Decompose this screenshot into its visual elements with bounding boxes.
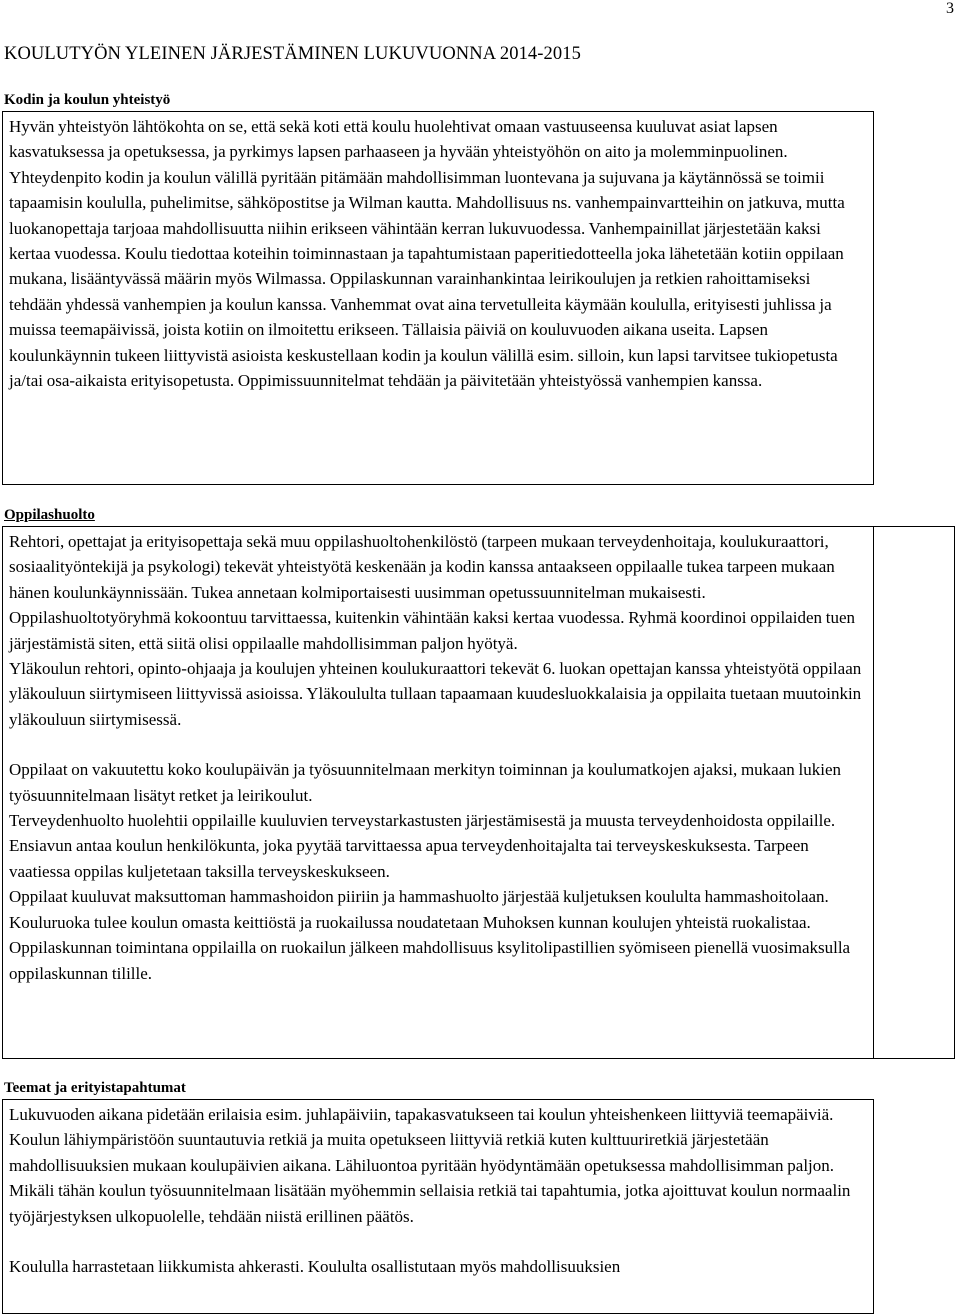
paragraph: Rehtori, opettajat ja erityisopettaja sekä muu oppilashuoltohenkilöstö (tarpeen mukaan terveydenhoitaja, koulukuraattori, sosiaalityöntekijä ja psykologi) tekevät yhteistyötä keskenään ja kodin kanssa antaakseen oppilaalle tukea tarpeen mukaan hänen koulunkäynnissään. Tukea annetaan kolmiportaisesti uusimman opetussuunnitelman mukaisesti. Oppilashuoltotyöryhmä kokoontuu tarvittaessa, kuitenkin vähintään kaksi kertaa vuodessa. Ryhmä koordinoi oppilaiden tuen järjestämistä siten, että siitä olisi oppilaalle mahdollisimman paljon hyötyä.: [9, 532, 856, 653]
paragraph-spacer: [9, 732, 865, 757]
paragraph: Lukuvuoden aikana pidetään erilaisia esim. juhlapäiviin, tapakasvatukseen tai koulun yhteishenkeen liittyviä teemapäiviä. Koulun lähiympäristöön suuntautuvia retkiä ja muita opetukseen liittyviä retkiä kuten kulttuuriretkiä järjestetään mahdollisuuksien mukaan koulupäivien aikana. Lähiluontoa pyritään hyödyntämään opetuksessa mahdollisimman paljon. Mikäli tähän koulun työsuunnitelmaan lisätään myöhemmin sellaisia retkiä tai tapahtumia, jotka ajoittuvat koulun normaalin työjärjestyksen ulkopuolelle, tehdään niistä erillinen päätös.: [9, 1105, 851, 1226]
section-box-oppilashuolto: [2, 526, 874, 1059]
paragraph-spacer: [9, 1229, 865, 1254]
paragraph: Hyvän yhteistyön lähtökohta on se, että sekä koti että koulu huolehtivat omaan vastuuseensa kuuluvat asiat lapsen kasvatuksessa ja opetuksessa, ja pyrkimys lapsen parhaaseen ja hyvään yhteistyöhön on aito ja molemminpuolinen. Yhteydenpito kodin ja koulun välillä pyritään pitämään mahdollisimman luontevana ja sujuvana ja käytännössä se toimii tapaamisin koululla, puhelimitse, sähköpostitse ja Wilman kautta. Mahdollisuus ns. vanhempainvartteihin on jatkuva, mutta luokanopettaja tarjoaa mahdollisuutta niihin erikseen vähintään kerran lukuvuodessa. Vanhempainillat järjestetään kaksi kertaa vuodessa. Koulu tiedottaa koteihin toiminnastaan ja tapahtumistaan paperitiedotteella joka lähetetään kotiin oppilaan mukana, lisääntyvässä määrin myös Wilmassa. Oppilaskunnan varainhankintaa leirikoulujen ja retkien rahoittamiseksi tehdään yhdessä vanhempien ja koulun kanssa. Vanhemmat ovat aina tervetulleita käymään koululla, erityisesti juhlissa ja muissa teemapäivissä, joista kotiin on ilmoitettu erikseen. Tällaisia päiviä on kouluvuoden aikana useita. Lapsen koulunkäynnin tukeen liittyvistä asioista keskustellaan kodin ja koulun välillä esim. silloin, kun lapsi tarvitsee tukiopetusta ja/tai osa-aikaista erityisopetusta. Oppimissuunnitelmat tehdään ja päivitetään yhteistyössä vanhempien kanssa.: [9, 117, 845, 391]
paragraph: Koululla harrastetaan liikkumista ahkerasti. Koululta osallistutaan myös mahdollisuuksien: [9, 1257, 621, 1277]
paragraph: Oppilaat kuuluvat maksuttoman hammashoidon piiriin ja hammashuolto järjestää kuljetuksen koululta hammashoitolaan.: [9, 887, 829, 907]
section-box-kodin-ja-koulun-yhteistyo: [2, 111, 874, 485]
margin-column: [873, 526, 955, 1059]
paragraph: Yläkoulun rehtori, opinto-ohjaaja ja koulujen yhteinen koulukuraattori tekevät 6. luokan opettajan kanssa yhteistyötä oppilaan yläkouluun siirtymiseen liittyvissä asioissa. Yläkoululta tullaan tapaamaan kuudesluokkalaisia ja oppilaita tuetaan muutoinkin yläkouluun siirtymisessä.: [9, 659, 862, 729]
paragraph: Kouluruoka tulee koulun omasta keittiöstä ja ruokailussa noudatetaan Muhoksen kunnan koulujen yhteistä ruokalistaa. Oppilaskunnan toimintana oppilailla on ruokailun jälkeen mahdollisuus ksylitolipastillien syömiseen pienellä vuosimaksulla oppilaskunnan tilille.: [9, 912, 851, 983]
paragraph: Terveydenhuolto huolehtii oppilaille kuuluvien terveystarkastusten järjestämisestä ja muusta terveydenhoidosta oppilaille. Ensiavun antaa koulun henkilökunta, joka pyytää tarvittaessa apua terveydenhoitajalta tai terveyskeskuksesta. Tarpeen vaatiessa oppilas kuljetetaan taksilla terveyskeskukseen.: [9, 811, 836, 881]
section-heading-oppilashuolto: Oppilashuolto: [4, 507, 95, 523]
section-heading-teemat-ja-erityistapahtumat: Teemat ja erityistapahtumat: [4, 1080, 186, 1096]
paragraph: Oppilaat on vakuutettu koko koulupäivän ja työsuunnitelmaan merkityn toiminnan ja koulumatkojen ajaksi, mukaan lukien työsuunnitelmaan lisätyt retket ja leirikoulut.: [9, 760, 841, 805]
section-heading-kodin-ja-koulun-yhteistyo: Kodin ja koulun yhteistyö: [4, 92, 171, 108]
section-box-teemat-ja-erityistapahtumat: [2, 1099, 874, 1314]
page-title: KOULUTYÖN YLEINEN JÄRJESTÄMINEN LUKUVUONNA 2014-2015: [4, 44, 581, 64]
page-number: 3: [946, 0, 954, 17]
